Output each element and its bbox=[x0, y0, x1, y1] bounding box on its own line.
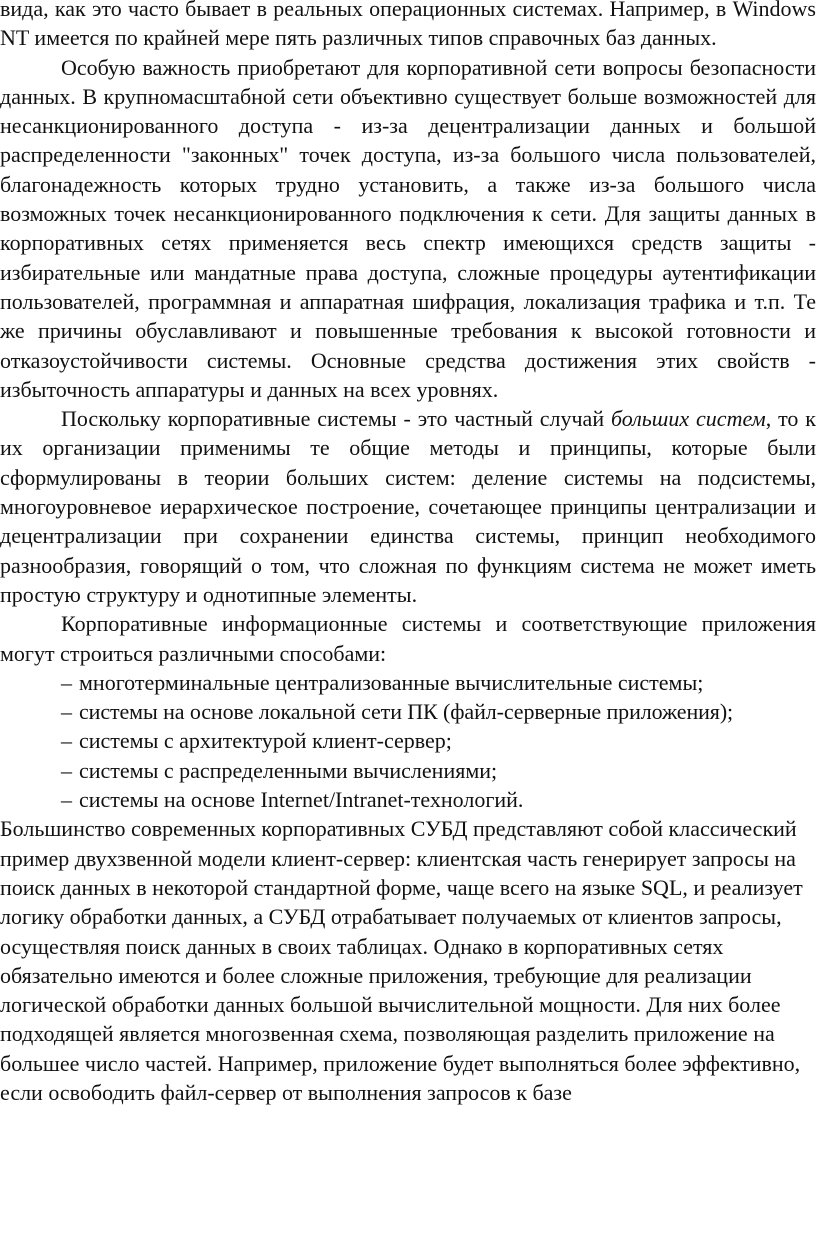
paragraph-approaches: Корпоративные информационные системы и соответствующие приложения могут строиться различными способами: bbox=[0, 611, 816, 666]
paragraph-large-systems-rest: , то к их организации применимы те общие методы и принципы, которые были сформулированы в теории больших систем: деление системы на подсистемы, многоуровневое иерархическое построение, сочетающее принципы централизации и децентрализации при сохранении единства системы, принцип необходимого разнообразия, говорящий о том, что сложная по функциям система не может иметь простую структуру и однотипные элементы. bbox=[0, 406, 816, 607]
paragraph-large-systems bbox=[0, 404, 816, 609]
list-item bbox=[0, 785, 816, 814]
list-item bbox=[0, 697, 816, 726]
dash-marker: – bbox=[61, 787, 72, 813]
dash-marker: – bbox=[61, 669, 72, 695]
list-item-text: системы с распределенными вычислениями; bbox=[79, 757, 498, 783]
list-item bbox=[0, 668, 816, 697]
list-item-text: многотерминальные централизованные вычислительные системы; bbox=[79, 669, 704, 695]
list-item-text: системы с архитектурой клиент-сервер; bbox=[79, 728, 452, 754]
dash-marker: – bbox=[61, 757, 72, 783]
paragraph-client-server: Большинство современных корпоративных СУБД представляют собой классический пример двухзвенной модели клиент-сервер: клиентская часть генерирует запросы на поиск данных в некоторой стандартной форме, чаще всего на языке SQL, и реализует логику обработки данных, а СУБД отрабатывает получаемых от клиентов запросы, осуществляя поиск данных в своих таблицах. Однако в корпоративных сетях обязательно имеются и более сложные приложения, требующие для реализации логической обработки данных большой вычислительной мощности. Для них более подходящей является многозвенная схема, позволяющая разделить приложение на большее число частей. Например, приложение будет выполняться более эффективно, если освободить файл-сервер от выполнения запросов к базе bbox=[0, 816, 803, 1105]
list-item bbox=[0, 756, 816, 785]
list-item-text: системы на основе локальной сети ПК (файл-серверные приложения); bbox=[79, 699, 734, 725]
paragraph-large-systems-term: больших систем bbox=[610, 406, 766, 432]
dash-marker: – bbox=[61, 699, 72, 725]
paragraph-continuation: вида, как это часто бывает в реальных операционных системах. Например, в Windows NT имеется по крайней мере пять различных типов справочных баз данных. bbox=[0, 0, 816, 51]
approaches-list bbox=[0, 668, 816, 814]
dash-marker: – bbox=[61, 728, 72, 754]
paragraph-large-systems-start: Поскольку корпоративные системы - это частный случай bbox=[61, 406, 611, 432]
list-item bbox=[0, 726, 816, 755]
paragraph-security: Особую важность приобретают для корпоративной сети вопросы безопасности данных. В крупномасштабной сети объективно существует больше возможностей для несанкционированного доступа - из-за децентрализации данных и большой распределенности "законных" точек доступа, из-за большого числа пользователей, благонадежность которых трудно установить, а также из-за большого числа возможных точек несанкционированного подключения к сети. Для защиты данных в корпоративных сетях применяется весь спектр имеющихся средств защиты - избирательные или мандатные права доступа, сложные процедуры аутентификации пользователей, программная и аппаратная шифрация, локализация трафика и т.п. Те же причины обуславливают и повышенные требования к высокой готовности и отказоустойчивости системы. Основные средства достижения этих свойств - избыточность аппаратуры и данных на всех уровнях. bbox=[0, 54, 816, 402]
list-item-text: системы на основе Internet/Intranet-технологий. bbox=[79, 787, 524, 813]
